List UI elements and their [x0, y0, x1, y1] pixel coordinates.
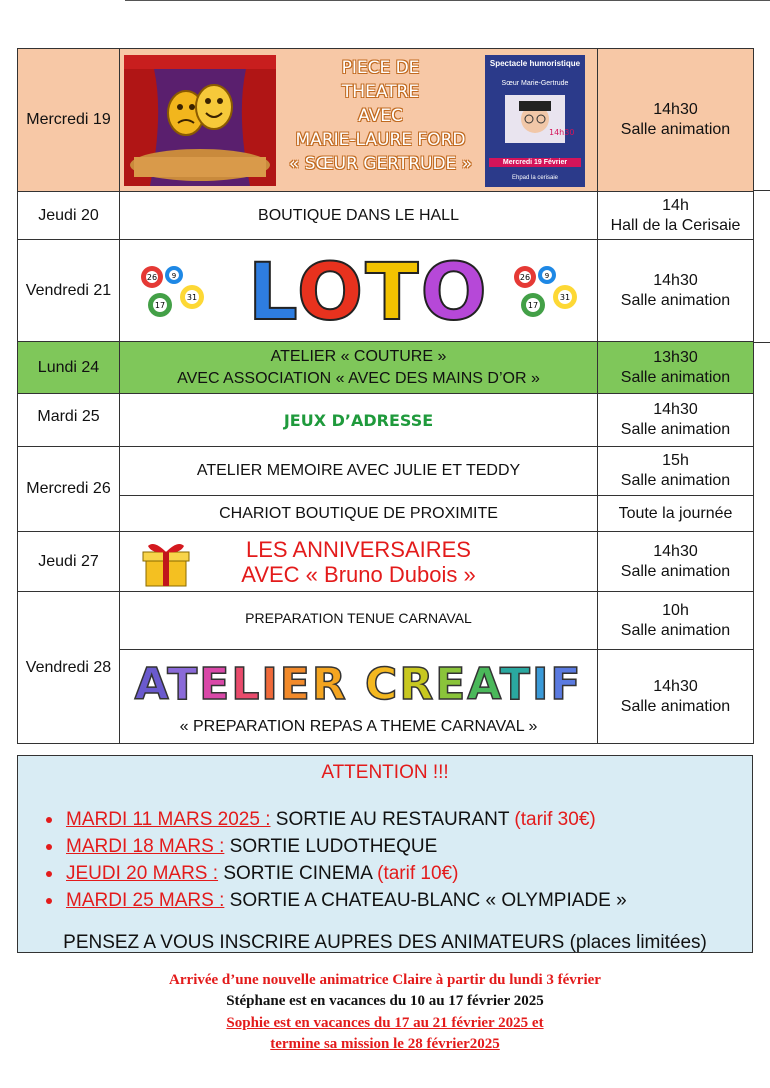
activity-line-1: LES ANNIVERSAIRES — [246, 536, 471, 562]
place-value: Salle animation — [620, 421, 731, 438]
time-value: 14h — [662, 196, 689, 214]
theatre-stage-icon — [124, 55, 276, 186]
poster-date: Mercredi 19 Février — [489, 158, 581, 167]
time-cell — [598, 447, 754, 496]
theatre-line-4: MARIE-LAURE FORD — [295, 129, 466, 150]
activity-cell: BOUTIQUE DANS LE HALL — [120, 192, 598, 240]
place-value: Salle animation — [620, 121, 731, 138]
row-mercredi-26-a — [18, 447, 754, 496]
top-rule — [125, 0, 770, 1]
ball-number: 26 — [146, 272, 158, 282]
theatre-line-1: PIECE DE — [341, 57, 420, 78]
note-sophie-1: Sophie est en vacances du 17 au 21 février 2025 et — [226, 1015, 544, 1031]
row-vendredi-21 — [18, 240, 754, 342]
time-cell — [598, 650, 754, 744]
theatre-title — [280, 56, 481, 176]
time-value: 14h30 — [653, 542, 698, 560]
registration-note: PENSEZ A VOUS INSCRIRE AUPRES DES ANIMATEURS (places limitées) — [63, 932, 707, 953]
outing-date: MARDI 25 MARS : — [66, 890, 225, 911]
row-vendredi-28-a — [18, 592, 754, 650]
time-value: 14h30 — [653, 677, 698, 695]
time-cell — [598, 240, 754, 342]
activity-subtitle: « PREPARATION REPAS A THEME CARNAVAL » — [179, 717, 538, 735]
gift-icon — [140, 540, 192, 588]
note-new-animator: Arrivée d’une nouvelle animatrice Claire à partir du lundi 3 février — [169, 972, 601, 988]
activity-line-1: ATELIER « COUTURE » — [270, 347, 447, 365]
note-stephane: Stéphane est en vacances du 10 au 17 février 2025 — [226, 993, 544, 1009]
place-value: Salle animation — [620, 562, 731, 580]
loto-balls-left-icon — [138, 263, 208, 321]
outing-text: SORTIE AU RESTAURANT — [270, 809, 515, 830]
time-cell — [598, 192, 754, 240]
time-cell: Toute la journée — [598, 496, 754, 532]
performer-face-icon — [505, 95, 575, 143]
row-lundi-24 — [18, 342, 754, 394]
time-cell — [598, 49, 754, 192]
activity-cell — [120, 342, 598, 394]
bullet-icon — [46, 817, 52, 823]
ball-number: 9 — [544, 271, 550, 280]
row-vendredi-28-b — [18, 650, 754, 744]
attention-title: ATTENTION !!! — [321, 762, 449, 783]
row-edge-mark — [754, 190, 770, 191]
activity-cell: JEUX D’ADRESSE — [120, 394, 598, 447]
list-item — [46, 860, 627, 887]
time-cell — [598, 342, 754, 394]
attention-box — [17, 755, 753, 953]
theatre-line-3: AVEC — [358, 105, 403, 126]
outing-text: SORTIE CINEMA — [218, 863, 378, 884]
time-value: 14h30 — [653, 271, 698, 289]
ball-number: 9 — [171, 271, 177, 280]
outing-text: SORTIE LUDOTHEQUE — [224, 836, 438, 857]
show-poster — [485, 55, 585, 187]
row-jeudi-20 — [18, 192, 754, 240]
row-mercredi-19 — [18, 49, 754, 192]
poster-badge: 14h30 — [549, 127, 575, 137]
row-mercredi-26-b — [18, 496, 754, 532]
activity-cell: PREPARATION TENUE CARNAVAL — [120, 592, 598, 650]
time-value: 10h — [662, 601, 689, 619]
loto-title: LOTO — [248, 247, 489, 338]
row-edge-mark — [754, 342, 770, 343]
time-cell — [598, 592, 754, 650]
ball-number: 17 — [154, 300, 166, 310]
ball-number: 26 — [519, 272, 531, 282]
poster-heading: Spectacle humoristique — [489, 58, 581, 68]
place-value: Hall de la Cerisaie — [610, 216, 741, 234]
poster-venue: Ehpad la cerisaie — [511, 174, 559, 181]
bullet-icon — [46, 871, 52, 877]
outing-text: SORTIE A CHATEAU-BLANC « OLYMPIADE » — [224, 890, 627, 911]
outing-price: (tarif 30€) — [514, 809, 596, 830]
day-cell: Vendredi 28 — [18, 592, 120, 744]
outing-date: JEUDI 20 MARS : — [66, 863, 219, 884]
activity-cell — [120, 240, 598, 342]
outings-list — [46, 806, 627, 914]
loto-balls-right-icon — [511, 263, 581, 321]
outing-price: (tarif 10€) — [377, 863, 459, 884]
activity-cell — [120, 49, 598, 192]
place-value: Salle animation — [620, 291, 731, 309]
place-value: Salle animation — [620, 697, 731, 715]
day-cell: Vendredi 21 — [18, 240, 120, 342]
ball-number: 17 — [527, 300, 539, 310]
outing-date: MARDI 11 MARS 2025 : — [66, 809, 271, 830]
time-cell — [598, 394, 754, 447]
bullet-icon — [46, 844, 52, 850]
ball-number: 31 — [559, 292, 571, 302]
activity-cell: CHARIOT BOUTIQUE DE PROXIMITE — [120, 496, 598, 532]
theatre-line-5: « SŒUR GERTRUDE » — [288, 153, 473, 174]
time-value: 15h — [662, 452, 689, 469]
day-cell: Mercredi 19 — [18, 49, 120, 192]
time-value: 13h30 — [653, 348, 698, 366]
activity-line-2: AVEC ASSOCIATION « AVEC DES MAINS D’OR » — [177, 369, 540, 387]
place-value: Salle animation — [620, 621, 731, 639]
atelier-creatif-title: ATELIER CREATIF — [134, 658, 583, 710]
place-value: Salle animation — [620, 472, 731, 489]
row-mardi-25 — [18, 394, 754, 447]
list-item — [46, 887, 627, 914]
outing-date: MARDI 18 MARS : — [66, 836, 225, 857]
activity-cell: ATELIER MEMOIRE AVEC JULIE ET TEDDY — [120, 447, 598, 496]
list-item — [46, 806, 627, 833]
theatre-line-2: THEATRE — [341, 81, 420, 102]
day-cell: Jeudi 27 — [18, 532, 120, 592]
list-item — [46, 833, 627, 860]
activity-cell — [120, 650, 598, 744]
ball-number: 31 — [186, 292, 198, 302]
day-cell: Mardi 25 — [18, 394, 120, 447]
activity-cell — [120, 532, 598, 592]
row-jeudi-27 — [18, 532, 754, 592]
time-cell — [598, 532, 754, 592]
activity-line-2: AVEC « Bruno Dubois » — [241, 561, 476, 587]
bullet-icon — [46, 898, 52, 904]
day-cell: Mercredi 26 — [18, 447, 120, 532]
day-cell: Lundi 24 — [18, 342, 120, 394]
time-value: 14h30 — [653, 401, 698, 418]
poster-name: Sœur Marie-Gertrude — [501, 79, 569, 87]
time-value: 14h30 — [653, 101, 698, 118]
note-sophie-2: termine sa mission le 28 février2025 — [270, 1036, 500, 1052]
place-value: Salle animation — [620, 368, 731, 386]
schedule-table — [17, 48, 754, 744]
day-cell: Jeudi 20 — [18, 192, 120, 240]
